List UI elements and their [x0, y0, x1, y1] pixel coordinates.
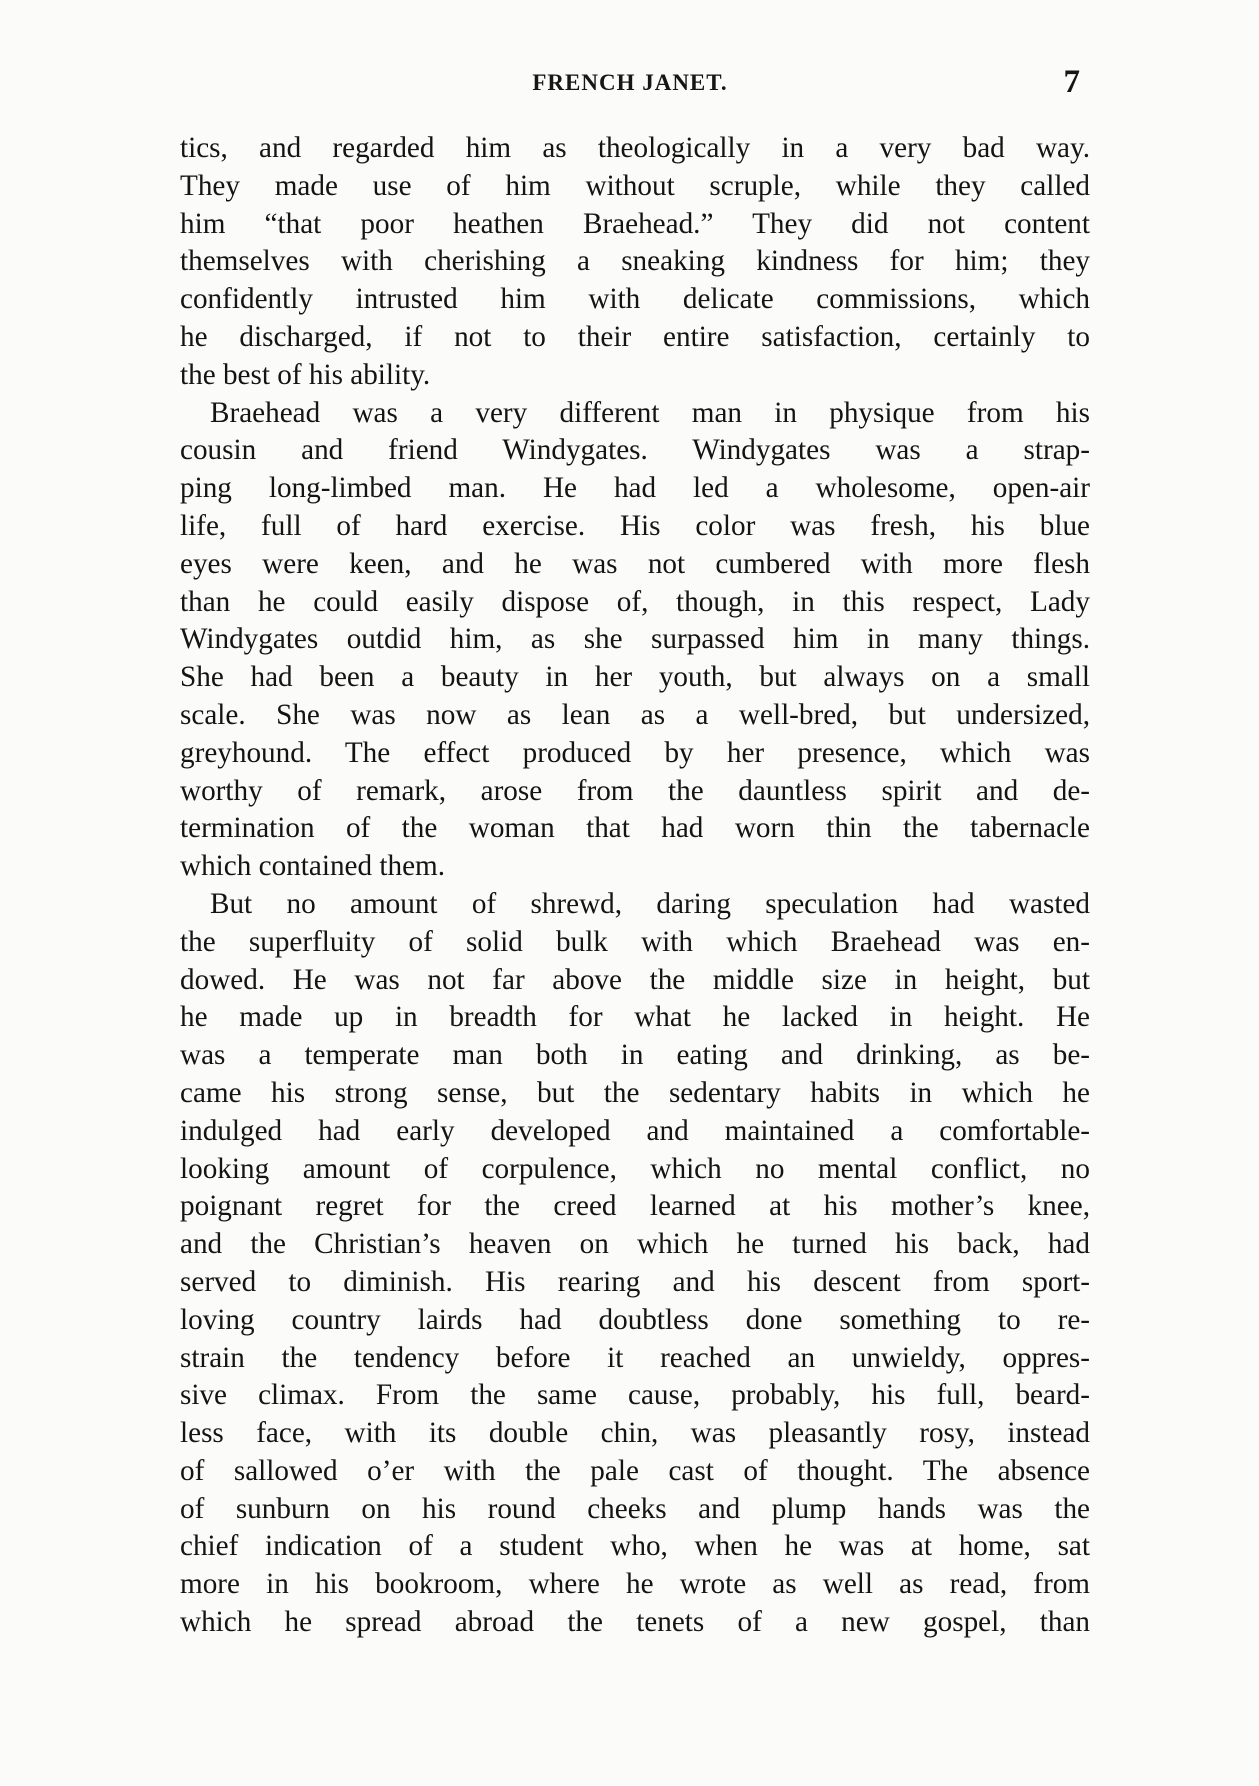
text-line: But no amount of shrewd, daring speculation had wasted — [210, 887, 1090, 920]
text-line: dowed. He was not far above the middle size in height, but — [180, 963, 1090, 996]
text-line: served to diminish. His rearing and his descent from sport- — [180, 1265, 1090, 1298]
page-header — [180, 64, 1080, 104]
text-line: greyhound. The effect produced by her presence, which was — [180, 736, 1090, 769]
text-line: he made up in breadth for what he lacked in height. He — [180, 1001, 1090, 1034]
text-line: less face, with its double chin, was pleasantly rosy, instead — [180, 1417, 1090, 1450]
text-line: chief indication of a student who, when he was at home, sat — [180, 1530, 1090, 1563]
text-line: confidently intrusted him with delicate commissions, which — [180, 283, 1090, 316]
text-line: which he spread abroad the tenets of a new gospel, than — [180, 1606, 1090, 1639]
text-line: Braehead was a very different man in physique from his — [210, 396, 1090, 429]
text-line: him “that poor heathen Braehead.” They did not content — [180, 207, 1090, 240]
text-line: the best of his ability. — [180, 358, 431, 391]
text-line: of sallowed o’er with the pale cast of thought. The absence — [180, 1454, 1090, 1487]
paragraph — [180, 886, 1090, 1642]
text-line: he discharged, if not to their entire satisfaction, certainly to — [180, 320, 1090, 353]
text-line: scale. She was now as lean as a well-bred, but undersized, — [180, 698, 1090, 731]
text-line: termination of the woman that had worn thin the tabernacle — [180, 812, 1090, 845]
text-line: They made use of him without scruple, while they called — [180, 169, 1090, 202]
paragraph — [180, 130, 1090, 395]
text-line: ping long-limbed man. He had led a wholesome, open-air — [180, 472, 1090, 505]
text-line: loving country lairds had doubtless done something to re- — [180, 1303, 1090, 1336]
text-line: worthy of remark, arose from the dauntless spirit and de- — [180, 774, 1090, 807]
text-line: of sunburn on his round cheeks and plump hands was the — [180, 1492, 1090, 1525]
text-line: more in his bookroom, where he wrote as well as read, from — [180, 1568, 1090, 1601]
text-line: She had been a beauty in her youth, but always on a small — [180, 661, 1090, 694]
text-line: tics, and regarded him as theologically in a very bad way. — [180, 132, 1090, 164]
body-text — [180, 130, 1090, 1642]
text-line: came his strong sense, but the sedentary habits in which he — [180, 1076, 1090, 1109]
text-line: the superfluity of solid bulk with which Braehead was en- — [180, 925, 1090, 958]
text-line: which contained them. — [180, 850, 446, 883]
text-line: than he could easily dispose of, though, in this respect, Lady — [180, 585, 1090, 618]
text-line: looking amount of corpulence, which no mental conflict, no — [180, 1152, 1090, 1185]
page-number: 7 — [1063, 64, 1080, 100]
text-line: poignant regret for the creed learned at his mother’s knee, — [180, 1190, 1090, 1223]
text-line: eyes were keen, and he was not cumbered with more flesh — [180, 547, 1090, 580]
text-line: was a temperate man both in eating and drinking, as be- — [180, 1039, 1090, 1072]
text-line: life, full of hard exercise. His color was fresh, his blue — [180, 509, 1090, 542]
text-line: and the Christian’s heaven on which he turned his back, had — [180, 1228, 1090, 1261]
text-line: sive climax. From the same cause, probably, his full, beard- — [180, 1379, 1090, 1412]
text-line: Windygates outdid him, as she surpassed him in many things. — [180, 623, 1090, 656]
text-line: strain the tendency before it reached an unwieldy, oppres- — [180, 1341, 1090, 1374]
running-title: FRENCH JANET. — [532, 70, 728, 95]
paragraph — [180, 395, 1090, 886]
text-line: cousin and friend Windygates. Windygates was a strap- — [180, 434, 1090, 467]
text-line: indulged had early developed and maintained a comfortable- — [180, 1114, 1090, 1147]
text-line: themselves with cherishing a sneaking kindness for him; they — [180, 245, 1090, 278]
